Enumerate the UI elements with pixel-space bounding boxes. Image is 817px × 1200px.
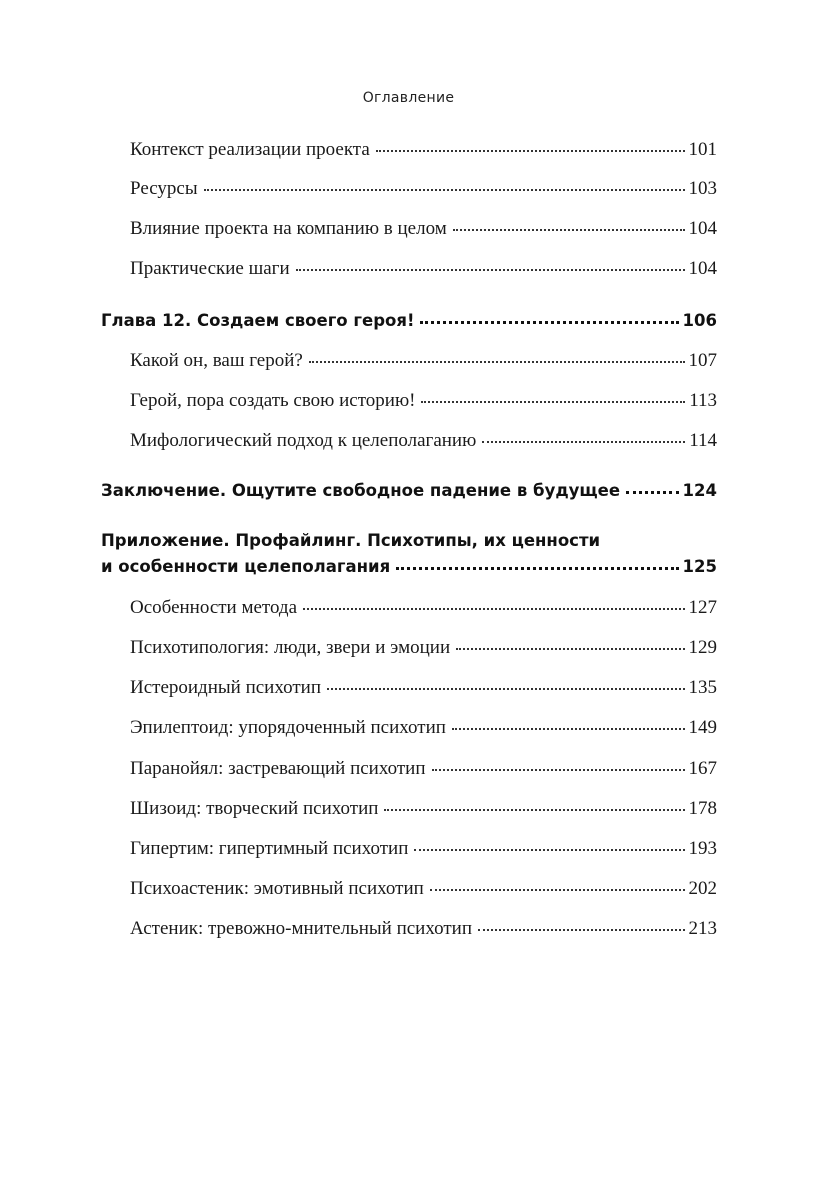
dot-leader (482, 441, 685, 443)
dot-leader (478, 929, 685, 931)
dot-leader (384, 809, 684, 811)
toc-entry-title: Контекст реализации проекта (130, 139, 370, 160)
toc-entry[interactable] (130, 717, 717, 739)
dot-leader (421, 401, 685, 403)
dot-leader (626, 491, 679, 494)
toc-entry[interactable] (130, 139, 717, 161)
toc-entry-title: Ресурсы (130, 178, 198, 199)
toc-entry-title: Гипертим: гипертимный психотип (130, 838, 409, 859)
dot-leader (327, 688, 684, 690)
toc-entry-page: 107 (688, 350, 717, 371)
toc-chapter-page: 125 (682, 557, 717, 576)
dot-leader (376, 150, 685, 152)
toc-entry-title: Психотипология: люди, звери и эмоции (130, 637, 451, 658)
toc-entry[interactable] (130, 838, 717, 860)
toc-entry-title: Влияние проекта на компанию в целом (130, 218, 447, 239)
dot-leader (309, 361, 685, 363)
toc-entry-page: 103 (688, 178, 717, 199)
dot-leader (396, 567, 678, 570)
toc-entry[interactable] (130, 758, 717, 780)
dot-leader (204, 189, 685, 191)
toc-entry[interactable] (130, 350, 717, 372)
toc-entry-page: 129 (688, 637, 717, 658)
toc-entry[interactable] (130, 430, 717, 452)
toc-entry-page: 213 (688, 918, 717, 939)
toc-entry[interactable] (130, 258, 717, 280)
toc-entry-title: Герой, пора создать свою историю! (130, 390, 416, 411)
toc-chapter-page: 106 (682, 311, 717, 330)
toc-entry[interactable] (130, 677, 717, 699)
toc-entry-title: Эпилептоид: упорядоченный психотип (130, 717, 446, 738)
dot-leader (456, 648, 684, 650)
dot-leader (432, 769, 685, 771)
toc-entry[interactable] (130, 390, 717, 412)
toc-appendix-title-line2: и особенности целеполагания (101, 557, 391, 576)
toc-chapter[interactable] (101, 481, 717, 500)
toc-chapter-page: 124 (682, 481, 717, 500)
dot-leader (414, 849, 684, 851)
toc-entry-title: Особенности метода (130, 597, 298, 618)
toc-entry-title: Паранойял: застревающий психотип (130, 758, 426, 779)
toc-chapter-title: Заключение. Ощутите свободное падение в будущее (101, 481, 621, 500)
dot-leader (420, 321, 678, 324)
running-head: Оглавление (362, 90, 455, 106)
dot-leader (452, 728, 685, 730)
toc-entry-page: 101 (688, 139, 717, 160)
toc-entry[interactable] (130, 637, 717, 659)
toc-entry[interactable] (130, 597, 717, 619)
toc-entry[interactable] (130, 218, 717, 240)
dot-leader (303, 608, 684, 610)
toc-entry-title: Шизоид: творческий психотип (130, 798, 379, 819)
toc-entry[interactable] (130, 918, 717, 940)
toc-entry-title: Психоастеник: эмотивный психотип (130, 878, 424, 899)
toc-chapter[interactable] (101, 557, 717, 576)
toc-appendix-title-line1[interactable]: Приложение. Профайлинг. Психотипы, их ценности (101, 531, 601, 550)
dot-leader (453, 229, 685, 231)
toc-entry-title: Истероидный психотип (130, 677, 322, 698)
toc-chapter-title: Глава 12. Создаем своего героя! (101, 311, 415, 330)
toc-entry-page: 202 (688, 878, 717, 899)
toc-entry-page: 113 (689, 390, 717, 411)
toc-entry-title: Практические шаги (130, 258, 290, 279)
toc-entry-page: 167 (688, 758, 717, 779)
toc-entry-page: 135 (688, 677, 717, 698)
toc-entry-page: 127 (688, 597, 717, 618)
toc-entry-page: 178 (688, 798, 717, 819)
toc-entry-title: Какой он, ваш герой? (130, 350, 303, 371)
toc-entry-title: Астеник: тревожно-мнительный психотип (130, 918, 472, 939)
dot-leader (296, 269, 685, 271)
toc-entry-title: Мифологический подход к целеполаганию (130, 430, 477, 451)
toc-entry[interactable] (130, 178, 717, 200)
toc-entry-page: 149 (688, 717, 717, 738)
toc-chapter[interactable] (101, 311, 717, 330)
dot-leader (430, 889, 685, 891)
toc-entry[interactable] (130, 878, 717, 900)
toc-entry-page: 114 (689, 430, 717, 451)
toc-entry-page: 193 (688, 838, 717, 859)
toc-entry-page: 104 (688, 258, 717, 279)
toc-entry-page: 104 (688, 218, 717, 239)
toc-entry[interactable] (130, 798, 717, 820)
